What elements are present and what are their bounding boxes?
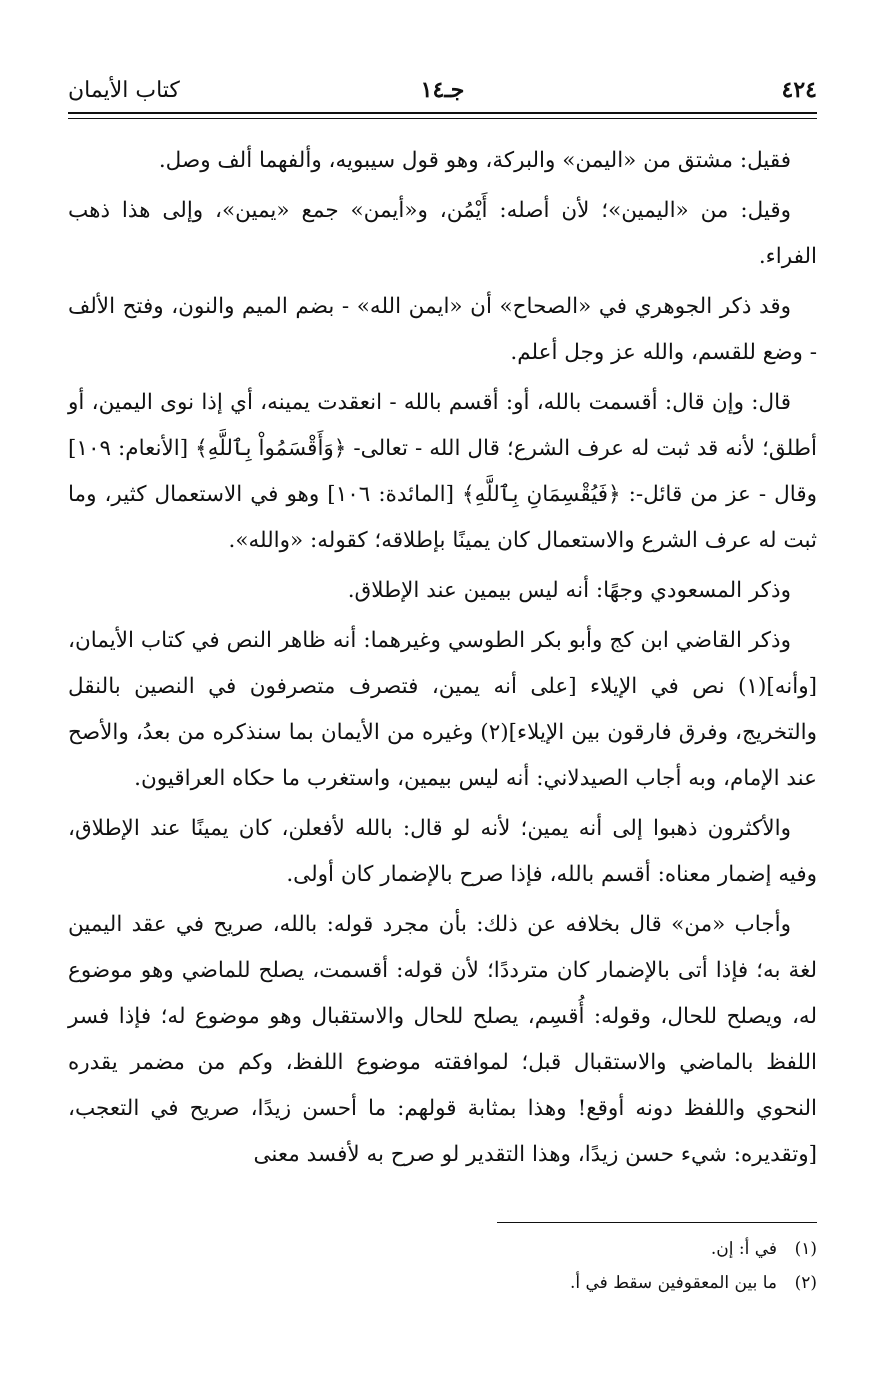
footnotes — [68, 1232, 817, 1300]
volume-number: جـ١٤ — [420, 77, 465, 103]
footnote-text: ما بين المعقوفين سقط في أ. — [569, 1273, 777, 1293]
page-number: ٤٢٤ — [781, 77, 817, 103]
footnote-item — [68, 1266, 817, 1300]
paragraph: قال: وإن قال: أقسمت بالله، أو: أقسم بالله - انعقدت يمينه، أي إذا نوى اليمين، أو أطلق؛ لأنه قد ثبت له عرف الشرع؛ قال الله - تعالى- ﴿وَأَقْسَمُواْ بِٱللَّهِ﴾ [الأنعام: ١٠٩] وقال - عز من قائل-: ﴿فَيُقْسِمَانِ بِٱللَّهِ﴾ [المائدة: ١٠٦] وهو في الاستعمال كثير، وما ثبت له عرف الشرع والاستعمال كان يمينًا بإطلاقه؛ كقوله: «والله». — [68, 390, 817, 553]
book-title: كتاب الأيمان — [68, 77, 180, 103]
paragraph: وأجاب «من» قال بخلافه عن ذلك: بأن مجرد قوله: بالله، صريح في عقد اليمين لغة به؛ فإذا أتى بالإضمار كان مترددًا؛ لأن قوله: أقسمت، يصلح للماضي وهو موضوع له، ويصلح للحال، وقوله: أُقسِم، يصلح للحال والاستقبال وهو موضوع له؛ فإذا فسر اللفظ بالماضي والاستقبال قبل؛ لموافقته موضوع اللفظ، وكم من مضمر يقدره النحوي واللفظ دونه أوقع! وهذا بمثابة قولهم: ما أحسن زيدًا، صريح في التعجب، [وتقديره: شيء حسن زيدًا، وهذا التقدير لو صرح به لأفسد معنى — [68, 912, 817, 1167]
page-header — [68, 72, 817, 108]
footnote-number: (١) — [794, 1239, 817, 1259]
header-rule-thick — [68, 112, 817, 114]
paragraph: والأكثرون ذهبوا إلى أنه يمين؛ لأنه لو قال: بالله لأفعلن، كان يمينًا عند الإطلاق، وفيه إضمار معناه: أقسم بالله، فإذا صرح بالإضمار كان أولى. — [68, 816, 817, 887]
footnote-number: (٢) — [794, 1273, 817, 1293]
footnote-separator — [497, 1222, 817, 1223]
paragraph: وذكر القاضي ابن كج وأبو بكر الطوسي وغيرهما: أنه ظاهر النص في كتاب الأيمان، [وأنه](١) نص في الإيلاء [على أنه يمين، فتصرف متصرفون في النصين بالنقل والتخريج، وفرق فارقون بين الإيلاء](٢) وغيره من الأيمان بما سنذكره من بعدُ، والأصح عند الإمام، وبه أجاب الصيدلاني: أنه ليس بيمين، واستغرب ما حكاه العراقيون. — [68, 628, 817, 791]
paragraph: وقيل: من «اليمين»؛ لأن أصله: أَيْمُن، و«أيمن» جمع «يمين»، وإلى هذا ذهب الفراء. — [68, 198, 817, 269]
paragraph: فقيل: مشتق من «اليمن» والبركة، وهو قول سيبويه، وألفهما ألف وصل. — [158, 148, 791, 173]
main-text — [68, 138, 817, 1182]
header-rule-thin — [68, 118, 817, 119]
footnote-item — [68, 1232, 817, 1266]
paragraph: وقد ذكر الجوهري في «الصحاح» أن «ايمن الله» - بضم الميم والنون، وفتح الألف - وضع للقسم، والله عز وجل أعلم. — [68, 294, 817, 365]
paragraph: وذكر المسعودي وجهًا: أنه ليس بيمين عند الإطلاق. — [347, 578, 791, 603]
footnote-text: في أ: إن. — [710, 1239, 777, 1259]
